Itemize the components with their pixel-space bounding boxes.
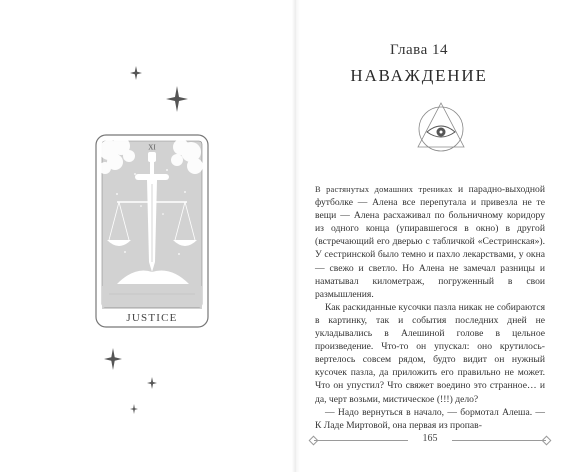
- chapter-title: НАВАЖДЕНИЕ: [350, 66, 488, 85]
- card-numeral: XI: [148, 143, 156, 152]
- sparkle-icon: [166, 86, 188, 112]
- sparkle-icon: [130, 66, 142, 80]
- paragraph: [315, 406, 545, 432]
- chapter-body-text: [315, 183, 545, 432]
- sparkle-icon: [147, 377, 157, 389]
- all-seeing-eye-icon: [413, 101, 469, 153]
- page-number: 165: [422, 433, 438, 444]
- sparkle-icon: [130, 404, 138, 414]
- paragraph: [315, 301, 545, 406]
- sparkle-icon: [104, 348, 122, 370]
- paragraph-text: Как раскиданные кусочки пазла никак не собираются в картинку, так и события последних дней не укладывались в Алешиной голове в цельное произведение. Что-то он упускал: оно крутилось-вертелось совсем рядом, будто видит он нужный кусочек пазла, да приложить его правильно не может. Что он упустил? Что свяжет воедино это странное… и да, черт возьми, мистическое (!!!) дело?: [315, 301, 545, 405]
- page-footer: [314, 433, 546, 447]
- tarot-card: [95, 134, 209, 328]
- paragraph: [315, 183, 545, 301]
- book-spine: [292, 0, 300, 472]
- card-name: JUSTICE: [126, 312, 178, 324]
- paragraph-lead-in: В растянутых домашних трениках: [315, 185, 453, 194]
- paragraph-text: — Надо вернуться в начало, — бормотал Алеша. — К Ладе Миртовой, она первая из пропав-: [315, 406, 545, 431]
- chapter-label: Глава 14: [390, 42, 448, 58]
- paragraph-text: и парадно-выходной футболке — Алена все перепутала и привезла не те вещи — Алена расхаживал по больничному коридору из одного конца (упиравшегося в окно) в другой (встречающий его дверью с табличкой «Сестринская»). У сестринской было темно и пахло лекарствами, у окна — свежо и светло. Но Алена не замечал разницы и наматывал километраж, погруженный в свои размышления.: [315, 184, 545, 300]
